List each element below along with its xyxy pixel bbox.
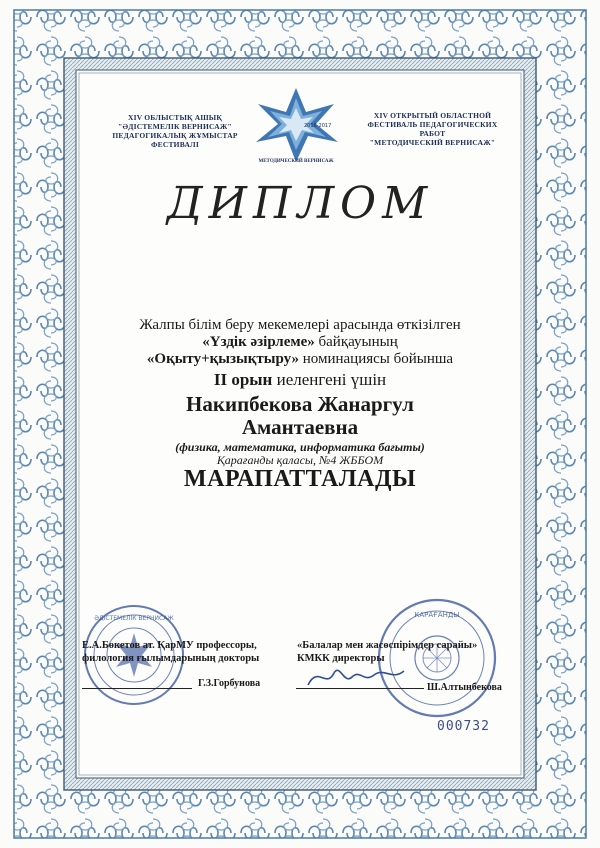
nomination-rest: номинациясы бойынша <box>298 351 454 367</box>
place-value: II орын <box>213 370 273 389</box>
header-right-line: XIV ОТКРЫТЫЙ ОБЛАСТНОЙ <box>373 111 492 120</box>
header-left-line: "ӘДІСТЕМЕЛІК ВЕРНИСАЖ" <box>118 122 232 131</box>
body-line-institutions: Жалпы білім беру мекемелері арасында өткізілген <box>139 317 461 333</box>
left-signatory-line2: филология ғылымдарының докторы <box>82 653 260 664</box>
recipient-subject: (физика, математика, информатика бағыты) <box>175 440 425 454</box>
left-stamp-text: ӘДІСТЕМЕЛІК ВЕРНИСАЖ <box>94 615 174 622</box>
contest-rest: байқауының <box>314 334 398 350</box>
right-signatory-title <box>297 639 507 665</box>
right-stamp-text: КАРАҒАНДЫ <box>414 611 460 619</box>
diploma-title: ДИПЛОМ <box>166 178 434 229</box>
contest-name: «Үздік әзірлеме» <box>202 334 315 350</box>
left-signatory-title <box>82 639 292 665</box>
place-rest: иеленгені үшін <box>272 370 387 389</box>
body-line-contest <box>80 334 520 351</box>
vernissage-star-logo <box>246 86 346 164</box>
recipient-school: Қарағанды қаласы, №4 ЖББОМ <box>216 453 384 467</box>
header-right-line: "МЕТОДИЧЕСКИЙ ВЕРНИСАЖ" <box>369 138 496 147</box>
left-signature-line <box>82 688 192 689</box>
left-signatory-name: Г.З.Горбунова <box>198 678 261 689</box>
header-left-line: XIV ОБЛЫСТЫҚ АШЫҚ <box>127 113 222 122</box>
right-signature-line <box>296 688 424 689</box>
body-line-nomination <box>80 351 520 368</box>
recipient-name-line2: Амантаевна <box>241 415 359 439</box>
right-signatory-name: Ш.Алтынбекова <box>427 682 502 693</box>
header-right-line: ФЕСТИВАЛЬ ПЕДАГОГИЧЕСКИХ РАБОТ <box>367 120 498 138</box>
right-signatory-line2: КМКК директоры <box>297 653 385 664</box>
header-left-line: ПЕДАГОГИКАЛЫҚ ЖҰМЫСТАР ФЕСТИВАЛІ <box>112 131 238 149</box>
serial-number: 000732 <box>437 719 490 734</box>
award-word: МАРАПАТТАЛАДЫ <box>183 466 417 492</box>
festival-header-kazakh <box>95 113 255 149</box>
body-line-place <box>80 370 520 390</box>
logo-caption: МЕТОДИЧЕСКИЙ ВЕРНИСАЖ <box>258 159 334 164</box>
nomination-name: «Оқыту+қызықтыру» <box>146 351 299 367</box>
festival-header-russian <box>355 111 510 147</box>
left-signatory-line1: Е.А.Бөкетов ат. ҚарМУ профессоры, <box>82 640 257 651</box>
recipient-name-line1: Накипбекова Жанаргул <box>186 392 414 416</box>
right-signatory-line1: «Балалар мен жасөспірімдер сарайы» <box>297 640 478 651</box>
logo-years: 2016-2017 <box>304 123 332 129</box>
